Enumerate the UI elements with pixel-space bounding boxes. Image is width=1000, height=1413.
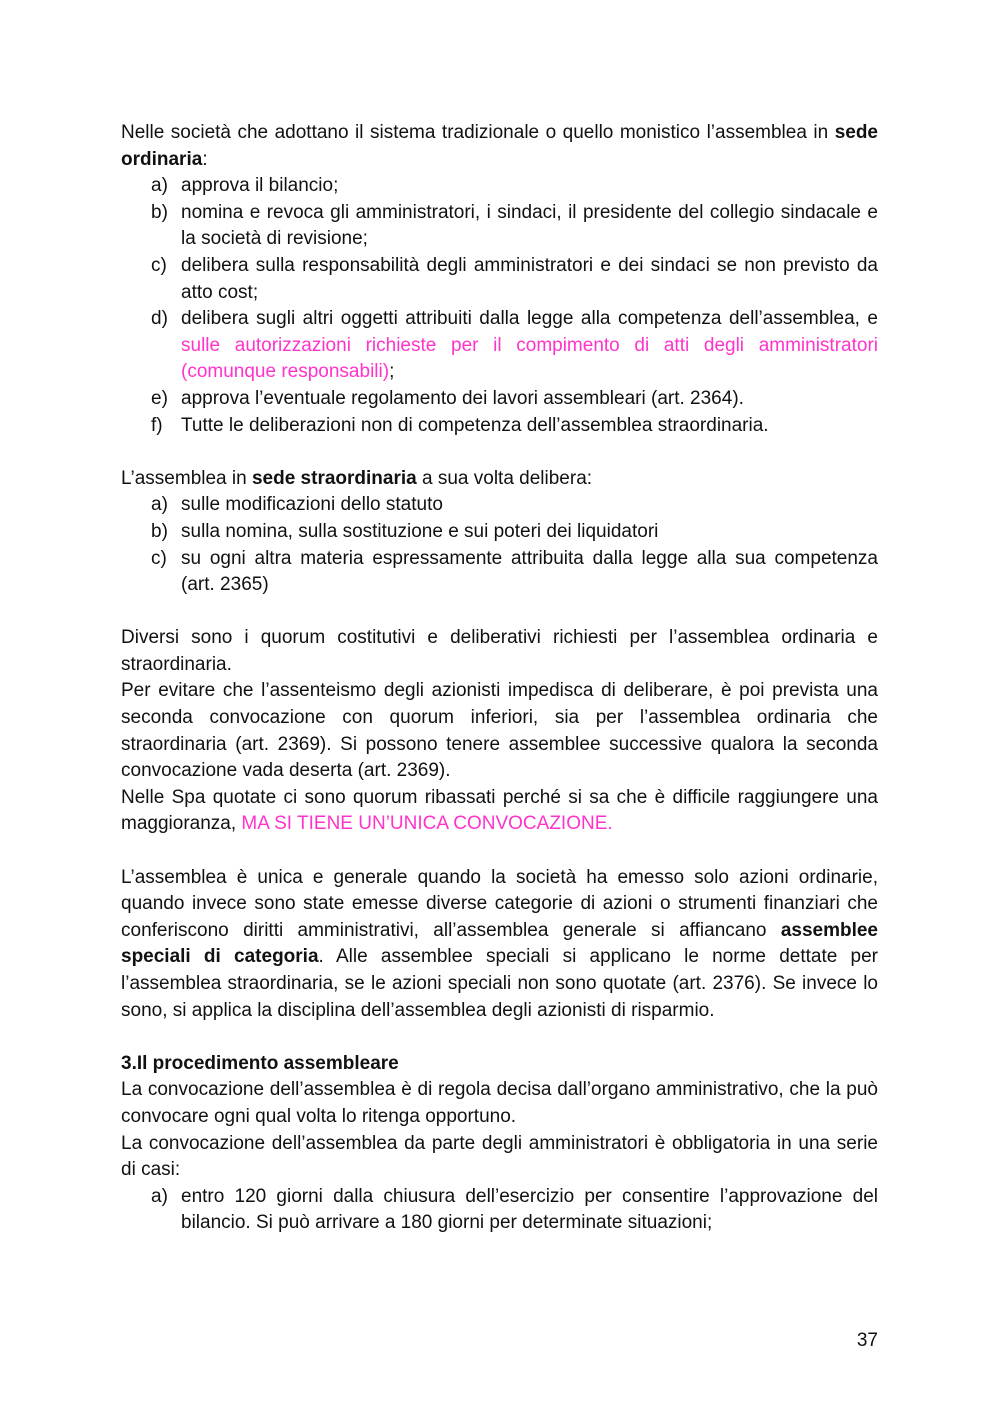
list-item: d) delibera sugli altri oggetti attribuiti dalla legge alla competenza dell’assemblea, e sulle autorizzazioni richieste per il compimento di atti degli amministratori (comunque responsabili);: [151, 308, 878, 383]
paragraph-gap: [121, 1024, 878, 1051]
section-heading: 3.Il procedimento assembleare: [121, 1052, 399, 1074]
quorum-paragraph-1: Diversi sono i quorum costitutivi e deliberativi richiesti per l’assemblea ordinaria e straordinaria.: [121, 627, 878, 675]
page-body: [121, 120, 878, 1237]
list-item: b) sulla nomina, sulla sostituzione e sui poteri dei liquidatori: [151, 520, 659, 542]
list-item: a) entro 120 giorni dalla chiusura dell’esercizio per consentire l’approvazione del bilancio. Si può arrivare a 180 giorni per determinate situazioni;: [151, 1185, 878, 1234]
quorum-paragraph-2: Per evitare che l’assenteismo degli azionisti impedisca di deliberare, è poi prevista una seconda convocazione con quorum inferiori, sia per l’assemblea ordinaria che straordinaria (art. 2369). Si possono tenere assemblee successive qualora la seconda convocazione vada deserta (art. 2369).: [121, 680, 878, 782]
paragraph-gap: [121, 599, 878, 626]
ordinaria-list: [121, 173, 878, 439]
list-item: b) nomina e revoca gli amministratori, i sindaci, il presidente del collegio sindacale e la società di revisione;: [151, 201, 878, 250]
paragraph-gap: [121, 439, 878, 466]
section-paragraph-2: La convocazione dell’assemblea da parte degli amministratori è obbligatoria in una serie di casi:: [121, 1132, 878, 1181]
list-item: f) Tutte le deliberazioni non di competenza dell’assemblea straordinaria.: [151, 414, 769, 436]
intro-bold: sede ordinaria: [121, 122, 878, 170]
casi-list: [121, 1184, 878, 1237]
quorum-paragraph-3: Nelle Spa quotate ci sono quorum ribassati perché si sa che è difficile raggiungere una maggioranza, MA SI TIENE UN’UNICA CONVOCAZIONE.: [121, 786, 878, 835]
list-item: c) su ogni altra materia espressamente attribuita dalla legge alla sua competenza (art. 2365): [151, 547, 878, 596]
highlight-text: sulle autorizzazioni richieste per il compimento di atti degli amministratori (comunque responsabili): [181, 334, 878, 383]
highlight-text: MA SI TIENE UN’UNICA CONVOCAZIONE.: [241, 813, 613, 835]
section-paragraph-1: La convocazione dell’assemblea è di regola decisa dall’organo amministrativo, che la può convocare ogni qual volta lo ritenga opportuno.: [121, 1079, 878, 1127]
list-item: c) delibera sulla responsabilità degli amministratori e dei sindaci se non previsto da atto cost;: [151, 254, 878, 303]
speciali-paragraph: L’assemblea è unica e generale quando la società ha emesso solo azioni ordinarie, quando invece sono state emesse diverse categorie di azioni o strumenti finanziari che conferiscono diritti amministrativi, all’assemblea generale si affiancano assemblee speciali di categoria. Alle assemblee speciali si applicano le norme dettate per l’assemblea straordinaria, se le azioni speciali non sono quotate (art. 2376). Se invece lo sono, si applica la disciplina dell’assemblea degli azionisti di risparmio.: [121, 866, 878, 1021]
paragraph-gap: [121, 838, 878, 865]
intro-paragraph: Nelle società che adottano il sistema tradizionale o quello monistico l’assemblea in sede ordinaria:: [121, 122, 878, 170]
list-item: e) approva l’eventuale regolamento dei lavori assembleari (art. 2364).: [151, 387, 744, 409]
list-item: a) approva il bilancio;: [151, 175, 339, 197]
list-item: a) sulle modificazioni dello statuto: [151, 494, 443, 516]
page-number: 37: [856, 1330, 878, 1351]
straordinaria-list: [121, 492, 878, 598]
straordinaria-paragraph: L’assemblea in sede straordinaria a sua volta delibera:: [121, 467, 593, 489]
